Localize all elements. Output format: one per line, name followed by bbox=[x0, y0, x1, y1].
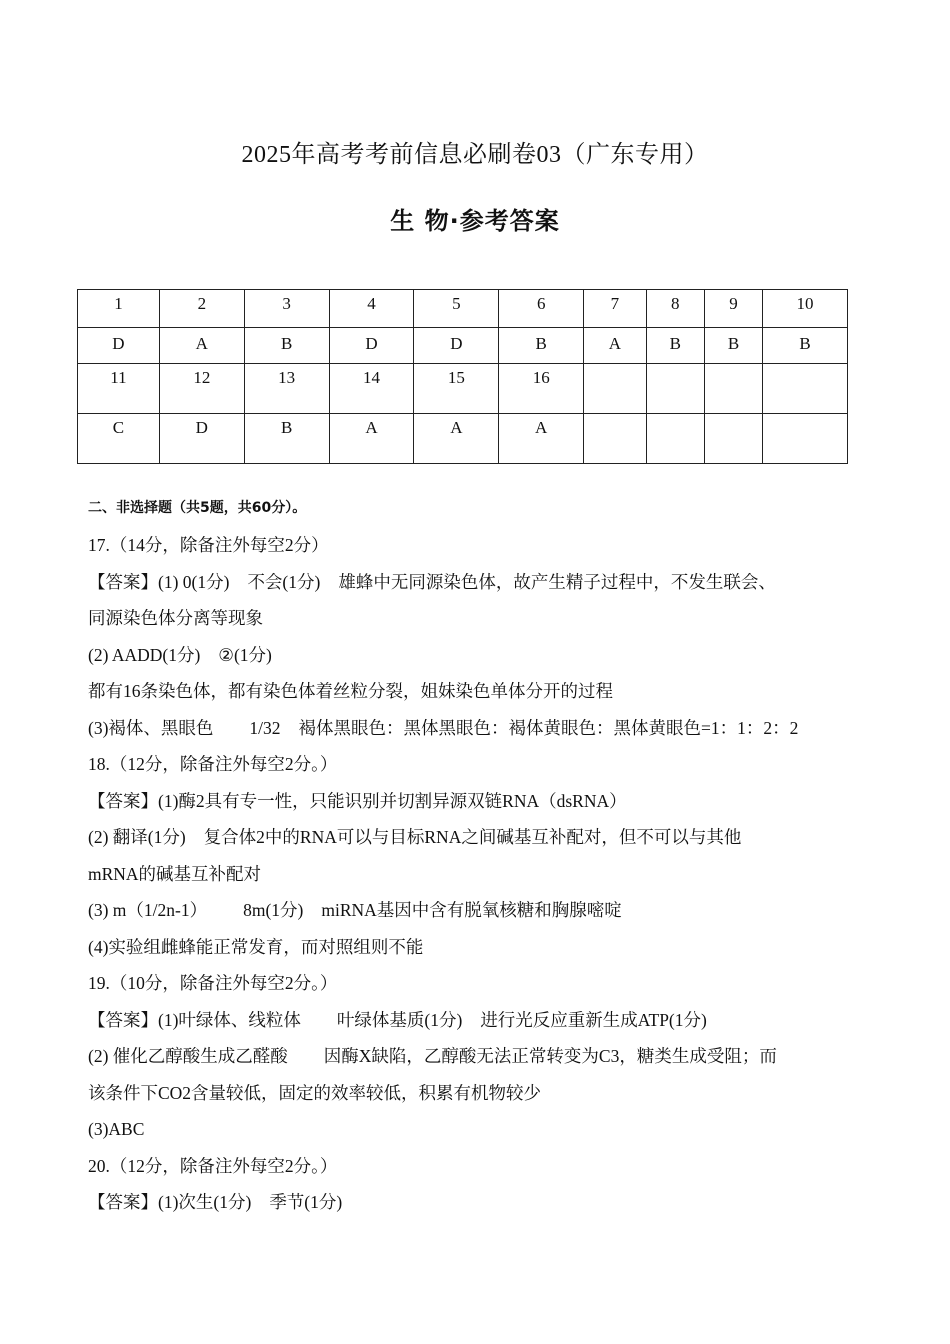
question-19-title: 19.（10分，除备注外每空2分。） bbox=[88, 973, 338, 993]
table-cell: B bbox=[499, 328, 584, 364]
table-cell: A bbox=[414, 414, 499, 464]
section-heading: 二、非选择题（共5题，共60分）。 bbox=[88, 500, 307, 516]
table-cell: B bbox=[646, 328, 704, 364]
table-cell: 15 bbox=[414, 364, 499, 414]
table-cell: 5 bbox=[414, 290, 499, 328]
table-cell bbox=[584, 364, 647, 414]
q19-answer-line: 该条件下CO2含量较低，固定的效率较低，积累有机物较少 bbox=[88, 1082, 542, 1103]
q17-answer-line bbox=[88, 637, 878, 674]
table-row bbox=[78, 414, 848, 464]
text-segment: 褐体黑眼色：黑体黑眼色：褐体黄眼色：黑体黄眼色=1：1：2：2 bbox=[298, 717, 799, 738]
table-cell bbox=[646, 364, 704, 414]
table-cell: 11 bbox=[78, 364, 160, 414]
text-segment: 雄蜂中无同源染色体，故产生精子过程中，不发生联会、 bbox=[338, 571, 776, 592]
q18-answer-line bbox=[88, 892, 878, 929]
page-subtitle: 生 物·参考答案 bbox=[390, 207, 560, 235]
table-cell: A bbox=[584, 328, 647, 364]
table-cell bbox=[584, 414, 647, 464]
table-cell: 16 bbox=[499, 364, 584, 414]
table-row bbox=[78, 364, 848, 414]
answer-body bbox=[88, 495, 878, 1221]
table-cell bbox=[704, 414, 762, 464]
question-17-title: 17.（14分，除备注外每空2分） bbox=[88, 535, 329, 555]
q18-answer-line: mRNA的碱基互补配对 bbox=[88, 863, 262, 884]
table-cell bbox=[704, 364, 762, 414]
text-segment: (3)褐体、黑眼色 bbox=[88, 717, 214, 738]
text-segment: 【答案】(1)叶绿体、线粒体 bbox=[88, 1009, 301, 1030]
table-cell: C bbox=[78, 414, 160, 464]
answer-table bbox=[77, 289, 848, 464]
text-segment: 【答案】(1) 0(1分) bbox=[88, 571, 230, 592]
q17-answer-line bbox=[88, 710, 878, 747]
table-cell: 7 bbox=[584, 290, 647, 328]
q17-answer-line bbox=[88, 564, 878, 601]
table-row bbox=[78, 290, 848, 328]
q19-answer-line bbox=[88, 1002, 878, 1039]
table-cell: D bbox=[78, 328, 160, 364]
text-segment: ②(1分) bbox=[218, 644, 272, 665]
table-cell: D bbox=[414, 328, 499, 364]
text-segment: 复合体2中的RNA可以与目标RNA之间碱基互补配对，但不可以与其他 bbox=[203, 827, 742, 847]
table-cell: 10 bbox=[763, 290, 848, 328]
text-segment: miRNA基因中含有脱氧核糖和胸腺嘧啶 bbox=[321, 900, 622, 920]
q18-answer-line bbox=[88, 819, 878, 856]
text-segment: 叶绿体基质(1分) bbox=[336, 1009, 463, 1030]
table-cell bbox=[763, 414, 848, 464]
text-segment: (2) 催化乙醇酸生成乙醛酸 bbox=[88, 1046, 288, 1066]
text-segment: (2) AADD(1分) bbox=[88, 644, 201, 665]
q18-answer-line: 【答案】(1)酶2具有专一性，只能识别并切割异源双链RNA（dsRNA） bbox=[88, 790, 627, 811]
q17-answer-line: 都有16条染色体，都有染色体着丝粒分裂，姐妹染色单体分开的过程 bbox=[88, 681, 613, 701]
table-cell: 13 bbox=[244, 364, 329, 414]
table-cell: 14 bbox=[329, 364, 414, 414]
table-cell: 1 bbox=[78, 290, 160, 328]
table-cell: 2 bbox=[159, 290, 244, 328]
text-segment: (2) 翻译(1分) bbox=[88, 827, 186, 847]
q17-answer-line: 同源染色体分离等现象 bbox=[88, 608, 263, 628]
text-segment: 进行光反应重新生成ATP(1分) bbox=[480, 1009, 707, 1030]
q18-answer-line: (4)实验组雌蜂能正常发育，而对照组则不能 bbox=[88, 936, 424, 957]
text-segment: 因酶X缺陷，乙醇酸无法正常转变为C3，糖类生成受阻；而 bbox=[323, 1046, 777, 1066]
text-segment: (3) m（1/2n-1） bbox=[88, 900, 208, 920]
table-cell: B bbox=[763, 328, 848, 364]
text-segment: 不会(1分) bbox=[247, 571, 321, 592]
table-cell: D bbox=[329, 328, 414, 364]
table-cell: B bbox=[244, 414, 329, 464]
question-18-title: 18.（12分，除备注外每空2分。） bbox=[88, 754, 338, 774]
text-segment: 【答案】(1)次生(1分) bbox=[88, 1192, 252, 1212]
q19-answer-line bbox=[88, 1038, 878, 1075]
table-cell: 12 bbox=[159, 364, 244, 414]
table-cell: B bbox=[244, 328, 329, 364]
table-cell: 9 bbox=[704, 290, 762, 328]
table-cell: 6 bbox=[499, 290, 584, 328]
text-segment: 1/32 bbox=[249, 717, 281, 738]
table-cell bbox=[763, 364, 848, 414]
table-row bbox=[78, 328, 848, 364]
table-cell: B bbox=[704, 328, 762, 364]
table-cell: 4 bbox=[329, 290, 414, 328]
table-cell: D bbox=[159, 414, 244, 464]
text-segment: 8m(1分) bbox=[243, 900, 304, 920]
table-cell bbox=[646, 414, 704, 464]
table-cell: A bbox=[499, 414, 584, 464]
q19-answer-line: (3)ABC bbox=[88, 1119, 145, 1139]
page-title: 2025年高考考前信息必刷卷03（广东专用） bbox=[241, 142, 709, 168]
table-cell: 8 bbox=[646, 290, 704, 328]
q20-answer-line bbox=[88, 1184, 878, 1221]
question-20-title: 20.（12分，除备注外每空2分。） bbox=[88, 1155, 338, 1176]
table-cell: 3 bbox=[244, 290, 329, 328]
text-segment: 季节(1分) bbox=[269, 1192, 343, 1212]
table-cell: A bbox=[159, 328, 244, 364]
table-cell: A bbox=[329, 414, 414, 464]
